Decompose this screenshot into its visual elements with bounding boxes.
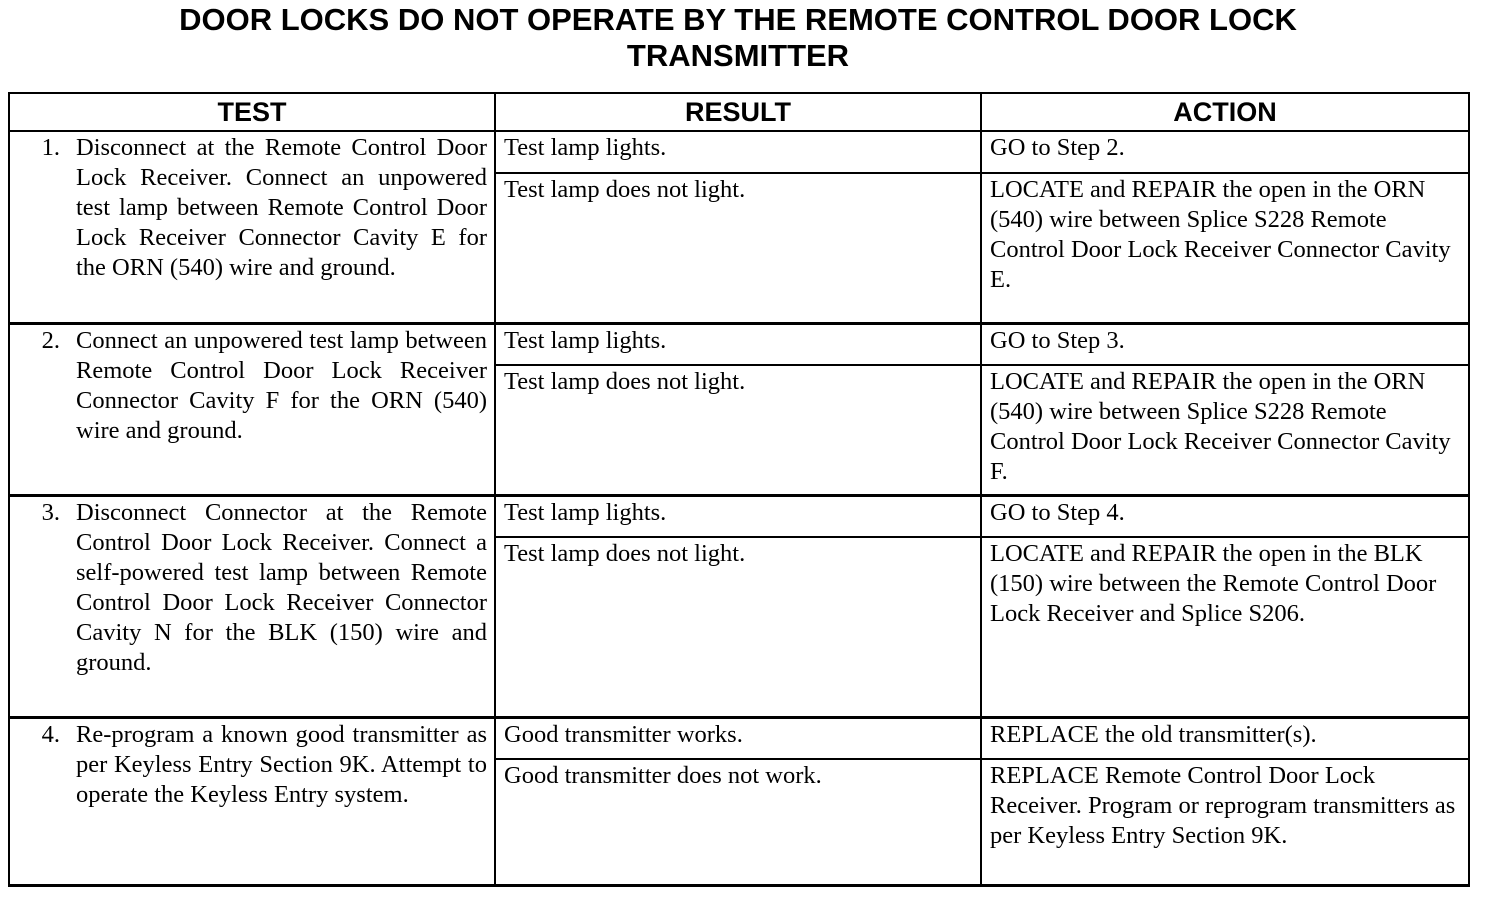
step-4-outcome-1 bbox=[9, 717, 1469, 759]
page-title-line-1: DOOR LOCKS DO NOT OPERATE BY THE REMOTE CONTROL DOOR LOCK bbox=[179, 2, 1297, 37]
step-2 bbox=[9, 323, 1469, 495]
page-title-line-2: TRANSMITTER bbox=[626, 38, 850, 73]
action-cell: REPLACE the old transmitter(s). bbox=[981, 717, 1469, 759]
step-1-test-cell bbox=[9, 131, 495, 323]
step-1 bbox=[9, 131, 1469, 323]
header-result: RESULT bbox=[495, 93, 981, 131]
header-action: ACTION bbox=[981, 93, 1469, 131]
action-cell: LOCATE and REPAIR the open in the ORN (540) wire between Splice S228 Remote Control Door Lock Receiver Connector Cavity E. bbox=[981, 173, 1469, 323]
page-title bbox=[0, 2, 1476, 74]
step-4 bbox=[9, 717, 1469, 885]
step-4-test-cell bbox=[9, 717, 495, 885]
step-test-text: Re-program a known good transmitter as per Keyless Entry Section 9K. Attempt to operate the Keyless Entry system. bbox=[76, 720, 487, 808]
step-number: 1. bbox=[41, 134, 60, 161]
result-cell: Test lamp does not light. bbox=[495, 173, 981, 323]
result-cell: Test lamp does not light. bbox=[495, 537, 981, 717]
result-cell: Test lamp lights. bbox=[495, 323, 981, 365]
action-cell: REPLACE Remote Control Door Lock Receiver. Program or reprogram transmitters as per Keyless Entry Section 9K. bbox=[981, 759, 1469, 885]
step-2-outcome-1 bbox=[9, 323, 1469, 365]
step-3-test-cell bbox=[9, 495, 495, 717]
step-number: 4. bbox=[41, 720, 60, 748]
diagnostic-table bbox=[8, 92, 1470, 887]
step-3-outcome-1 bbox=[9, 495, 1469, 537]
step-number: 3. bbox=[41, 498, 60, 526]
result-cell: Good transmitter works. bbox=[495, 717, 981, 759]
action-cell: LOCATE and REPAIR the open in the ORN (540) wire between Splice S228 Remote Control Door Lock Receiver Connector Cavity F. bbox=[981, 365, 1469, 495]
action-cell: GO to Step 3. bbox=[981, 323, 1469, 365]
step-1-outcome-1 bbox=[9, 131, 1469, 173]
step-test-text: Disconnect at the Remote Control Door Lock Receiver. Connect an unpowered test lamp between Remote Control Door Lock Receiver Connector Cavity E for the ORN (540) wire and ground. bbox=[76, 134, 487, 281]
action-cell: GO to Step 4. bbox=[981, 495, 1469, 537]
result-cell: Test lamp lights. bbox=[495, 131, 981, 173]
step-number: 2. bbox=[41, 326, 60, 354]
action-cell: LOCATE and REPAIR the open in the BLK (150) wire between the Remote Control Door Lock Receiver and Splice S206. bbox=[981, 537, 1469, 717]
result-cell: Good transmitter does not work. bbox=[495, 759, 981, 885]
header-row bbox=[9, 93, 1469, 131]
action-cell: GO to Step 2. bbox=[981, 131, 1469, 173]
step-2-test-cell bbox=[9, 323, 495, 495]
step-test-text: Connect an unpowered test lamp between Remote Control Door Lock Receiver Connector Cavity F for the ORN (540) wire and ground. bbox=[76, 326, 487, 444]
result-cell: Test lamp lights. bbox=[495, 495, 981, 537]
step-test-text: Disconnect Connector at the Remote Control Door Lock Receiver. Connect a self-powered test lamp between Remote Control Door Lock Receiver Connector Cavity N for the BLK (150) wire and ground. bbox=[76, 498, 487, 676]
step-3 bbox=[9, 495, 1469, 717]
header-test: TEST bbox=[9, 93, 495, 131]
result-cell: Test lamp does not light. bbox=[495, 365, 981, 495]
